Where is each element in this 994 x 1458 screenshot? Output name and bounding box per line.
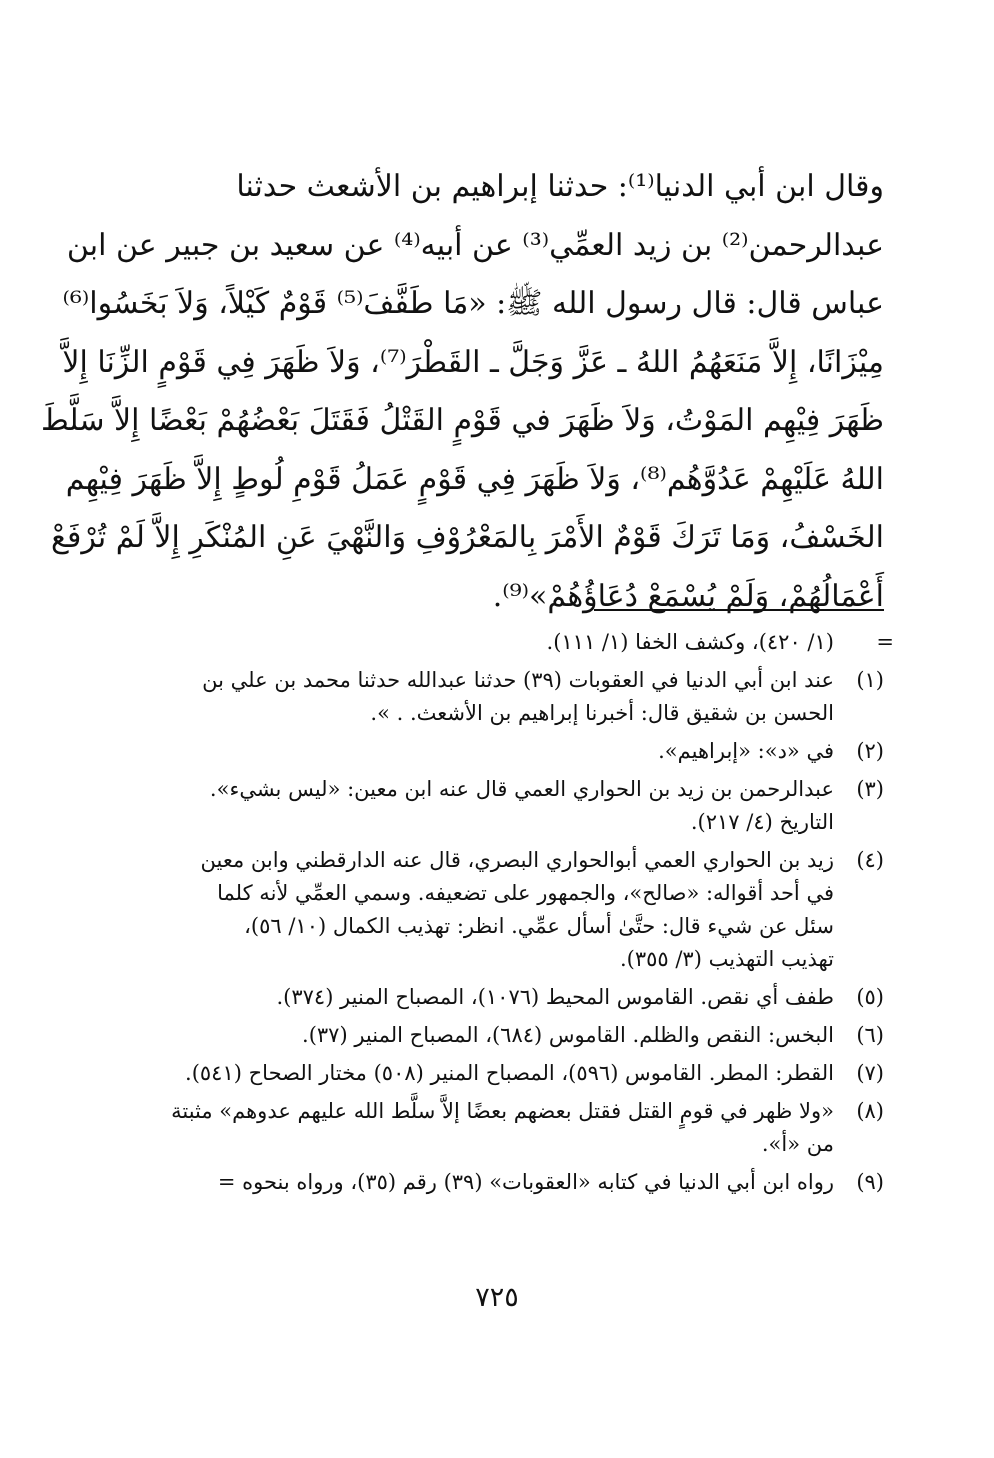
footnote-number: (٧) (856, 1061, 884, 1085)
main-text-line: الخَسْفُ، وَمَا تَرَكَ قَوْمٌ الأَمْرَ بِالمَعْرُوْفِ وَالنَّهْيَ عَنِ المُنْكَرِ إِلاَّ لَمْ تُرْفَعْ (51, 520, 884, 555)
footnote-4 (108, 844, 884, 976)
footnote-line: «ولا ظهر في قومٍ القتل فقتل بعضهم بعضًا إلاَّ سلَّط الله عليهم عدوهم» مثبتة (171, 1099, 834, 1123)
footnote-line: في أحد أقواله: «صالح»، والجمهور على تضعيفه. وسمي العمِّي لأنه كلما (217, 881, 834, 905)
footnote-number: (٩) (856, 1170, 884, 1194)
footnote-number: (٤) (856, 848, 884, 872)
footnote-line: من «أ». (761, 1132, 834, 1156)
footnote-line: القطر: المطر. القاموس (٥٩٦)، المصباح المنير (٥٠٨) مختار الصحاح (٥٤١). (185, 1061, 834, 1085)
footnote-line: (١/ ٤٢٠)، وكشف الخفا (١/ ١١١). (546, 630, 834, 654)
footnote-1 (108, 664, 884, 730)
footnote-number: (٨) (856, 1099, 884, 1123)
footnote-line: في «د»: «إبراهيم». (658, 739, 834, 763)
footnote-8 (108, 1095, 884, 1161)
footnote-line: تهذيب التهذيب (٣/ ٣٥٥). (619, 947, 834, 971)
footnote-9 (108, 1166, 884, 1199)
footnote-line: سئل عن شيء قال: حتَّىٰ أسأل عمِّي. انظر: تهذيب الكمال (١٠/ ٥٦)، (244, 914, 834, 938)
footnote-3 (108, 773, 884, 839)
footnote-number: (٣) (856, 777, 884, 801)
footnote-number: = (876, 630, 894, 654)
footnote-continuation (108, 626, 894, 659)
main-text-line: عبدالرحمن⁽²⁾ بن زيد العمِّي⁽³⁾ عن أبيه⁽⁴⁾ عن سعيد بن جبير عن ابن (66, 227, 884, 263)
footnote-number: (٢) (856, 739, 884, 763)
footnote-line: الحسن بن شقيق قال: أخبرنا إبراهيم بن الأشعث. . ». (370, 701, 834, 725)
footnote-line: زيد بن الحواري العمي أبوالحواري البصري، قال عنه الدارقطني وابن معين (200, 848, 834, 872)
footnote-number: (٥) (856, 985, 884, 1009)
footnote-number: (١) (856, 668, 884, 692)
footnote-5 (108, 981, 884, 1014)
footnote-line: طفف أي نقص. القاموس المحيط (١٠٧٦)، المصباح المنير (٣٧٤). (276, 985, 834, 1009)
main-text-line: وقال ابن أبي الدنيا⁽¹⁾: حدثنا إبراهيم بن الأشعث حدثنا (236, 169, 884, 204)
footnote-number: (٦) (856, 1023, 884, 1047)
footnote-line: التاريخ (٤/ ٢١٧). (690, 810, 834, 834)
main-text-line: اللهُ عَلَيْهِمْ عَدُوَّهُم⁽⁸⁾، وَلاَ ظَهَرَ فِي قَوْمٍ عَمَلُ قَوْمِ لُوطٍ إِلاَّ ظَهَرَ فِيْهِم (65, 461, 884, 497)
footnote-6 (108, 1019, 884, 1052)
main-text-block (40, 158, 884, 626)
footnote-line: عبدالرحمن بن زيد بن الحواري العمي قال عنه ابن معين: «ليس بشيء». (209, 777, 834, 801)
footnote-2 (108, 735, 884, 768)
footnote-separator (594, 609, 884, 611)
footnote-7 (108, 1057, 884, 1090)
main-text-line: أَعْمَالُهُمْ، وَلَمْ يُسْمَعْ دُعَاؤُهُمْ»⁽⁹⁾. (492, 578, 884, 614)
main-text-line: مِيْزَانًا، إِلاَّ مَنَعَهُمُ اللهُ ـ عَزَّ وَجَلَّ ـ القَطْرَ⁽⁷⁾، وَلاَ ظَهَرَ فِي قَوْمٍ الزِّنَا إِلاَّ (62, 344, 884, 380)
footnotes-block (108, 626, 894, 1204)
footnote-line: عند ابن أبي الدنيا في العقوبات (٣٩) حدثنا عبدالله حدثنا محمد بن علي بن (202, 668, 834, 692)
footnote-line: البخس: النقص والظلم. القاموس (٦٨٤)، المصباح المنير (٣٧). (302, 1023, 834, 1047)
main-text-line: عباس قال: قال رسول الله ﷺ: «مَا طَفَّفَ⁽⁵⁾ قَوْمٌ كَيْلاً، وَلاَ بَخَسُوا⁽⁶⁾ (62, 286, 884, 321)
footnote-line: رواه ابن أبي الدنيا في كتابه «العقوبات» (٣٩) رقم (٣٥)، ورواه بنحوه = (217, 1170, 834, 1194)
page-number: ٧٢٥ (475, 1282, 519, 1313)
main-text-line: ظَهَرَ فِيْهِم المَوْتُ، وَلاَ ظَهَرَ في قَوْمٍ القَتْلُ فَقَتَلَ بَعْضُهُمْ بَعْضًا إِلاَّ سَلَّطَ (40, 403, 884, 438)
